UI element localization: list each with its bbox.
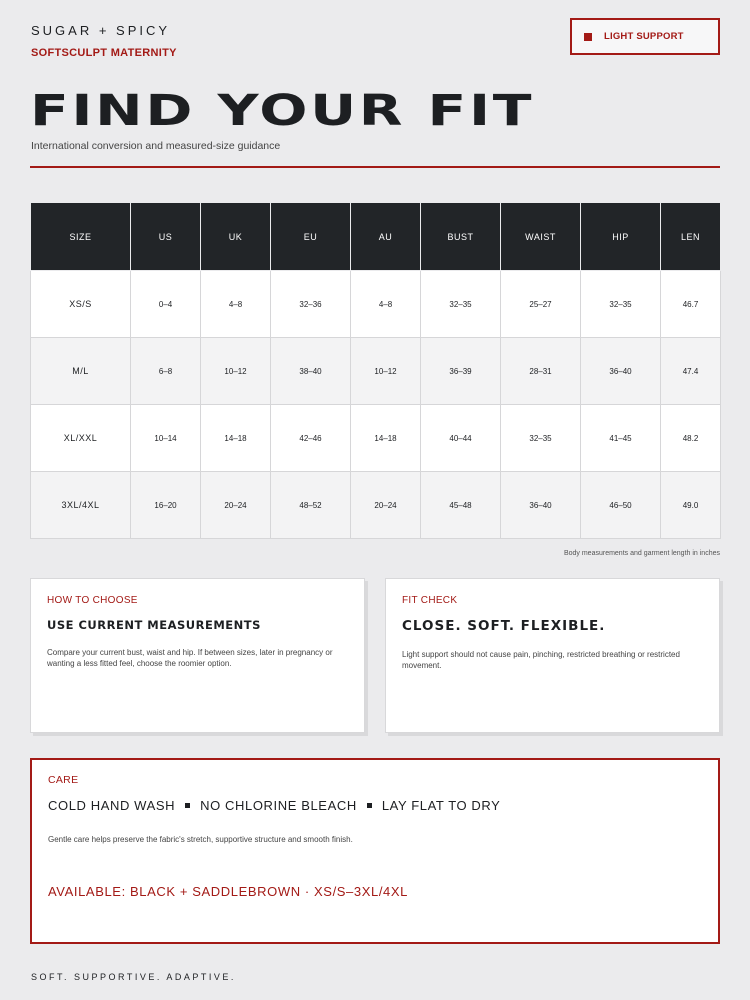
col-header-au: AU bbox=[351, 203, 421, 271]
cell-bust: 45–48 bbox=[421, 472, 501, 539]
cell-size: XS/S bbox=[31, 271, 131, 338]
cell-au: 20–24 bbox=[351, 472, 421, 539]
cell-len: 48.2 bbox=[661, 405, 721, 472]
cell-bust: 36–39 bbox=[421, 338, 501, 405]
card-body: Light support should not cause pain, pinching, restricted breathing or restricted movement. bbox=[402, 650, 680, 670]
care-kicker: CARE bbox=[48, 774, 79, 786]
card-headline: USE CURRENT MEASUREMENTS bbox=[47, 618, 261, 632]
cell-us: 16–20 bbox=[131, 472, 201, 539]
cell-waist: 36–40 bbox=[501, 472, 581, 539]
cell-eu: 48–52 bbox=[271, 472, 351, 539]
care-step: LAY FLAT TO DRY bbox=[381, 798, 501, 813]
col-header-len: LEN bbox=[661, 203, 721, 271]
cell-au: 14–18 bbox=[351, 405, 421, 472]
col-header-eu: EU bbox=[271, 203, 351, 271]
care-panel bbox=[30, 758, 720, 944]
card-body: Compare your current bust, waist and hip. If between sizes, later in pregnancy or wanting a less fitted feel, choose the roomier option. bbox=[47, 648, 333, 668]
cell-hip: 32–35 bbox=[581, 271, 661, 338]
title-divider bbox=[30, 166, 720, 168]
cell-hip: 46–50 bbox=[581, 472, 661, 539]
col-header-us: US bbox=[131, 203, 201, 271]
col-header-size: SIZE bbox=[31, 203, 131, 271]
care-steps bbox=[48, 798, 702, 813]
col-header-uk: UK bbox=[201, 203, 271, 271]
cell-waist: 25–27 bbox=[501, 271, 581, 338]
fit-check-card bbox=[385, 578, 720, 733]
bullet-icon bbox=[185, 803, 190, 808]
badge-label: LIGHT SUPPORT bbox=[604, 31, 684, 42]
cell-bust: 40–44 bbox=[421, 405, 501, 472]
page-title: FIND YOUR FIT bbox=[30, 86, 535, 136]
brand-name: SUGAR + SPICY bbox=[31, 23, 171, 38]
cell-hip: 36–40 bbox=[581, 338, 661, 405]
cell-uk: 10–12 bbox=[201, 338, 271, 405]
badge-square-icon bbox=[584, 33, 592, 41]
card-headline: CLOSE. SOFT. FLEXIBLE. bbox=[402, 618, 606, 634]
support-badge bbox=[570, 18, 720, 55]
table-footnote: Body measurements and garment length in inches bbox=[563, 550, 720, 557]
care-step: COLD HAND WASH bbox=[48, 798, 176, 813]
cell-us: 10–14 bbox=[131, 405, 201, 472]
cell-uk: 14–18 bbox=[201, 405, 271, 472]
cell-size: M/L bbox=[31, 338, 131, 405]
card-kicker: FIT CHECK bbox=[402, 595, 458, 606]
size-table bbox=[30, 202, 721, 539]
table-header-row bbox=[31, 203, 721, 271]
table-row bbox=[31, 271, 721, 338]
cell-bust: 32–35 bbox=[421, 271, 501, 338]
page-subtitle: International conversion and measured-size guidance bbox=[31, 140, 281, 152]
care-body: Gentle care helps preserve the fabric's stretch, supportive structure and smooth finish. bbox=[48, 835, 353, 844]
cell-uk: 4–8 bbox=[201, 271, 271, 338]
table-row bbox=[31, 472, 721, 539]
cell-us: 6–8 bbox=[131, 338, 201, 405]
cell-hip: 41–45 bbox=[581, 405, 661, 472]
product-line: SOFTSCULPT MATERNITY bbox=[31, 47, 177, 59]
table-row bbox=[31, 338, 721, 405]
cell-size: 3XL/4XL bbox=[31, 472, 131, 539]
table-row bbox=[31, 405, 721, 472]
col-header-bust: BUST bbox=[421, 203, 501, 271]
cell-au: 4–8 bbox=[351, 271, 421, 338]
cell-eu: 32–36 bbox=[271, 271, 351, 338]
cell-len: 49.0 bbox=[661, 472, 721, 539]
cell-eu: 38–40 bbox=[271, 338, 351, 405]
footer-tagline: SOFT. SUPPORTIVE. ADAPTIVE. bbox=[31, 972, 236, 982]
card-kicker: HOW TO CHOOSE bbox=[47, 595, 138, 606]
col-header-waist: WAIST bbox=[501, 203, 581, 271]
availability-text: AVAILABLE: BLACK + SADDLEBROWN · XS/S–3XL/4XL bbox=[48, 884, 408, 899]
cell-eu: 42–46 bbox=[271, 405, 351, 472]
cell-waist: 32–35 bbox=[501, 405, 581, 472]
cell-len: 46.7 bbox=[661, 271, 721, 338]
cell-au: 10–12 bbox=[351, 338, 421, 405]
care-step: NO CHLORINE BLEACH bbox=[200, 798, 357, 813]
cell-len: 47.4 bbox=[661, 338, 721, 405]
col-header-hip: HIP bbox=[581, 203, 661, 271]
bullet-icon bbox=[367, 803, 372, 808]
cell-uk: 20–24 bbox=[201, 472, 271, 539]
cell-waist: 28–31 bbox=[501, 338, 581, 405]
cell-us: 0–4 bbox=[131, 271, 201, 338]
how-to-choose-card bbox=[30, 578, 365, 733]
cell-size: XL/XXL bbox=[31, 405, 131, 472]
